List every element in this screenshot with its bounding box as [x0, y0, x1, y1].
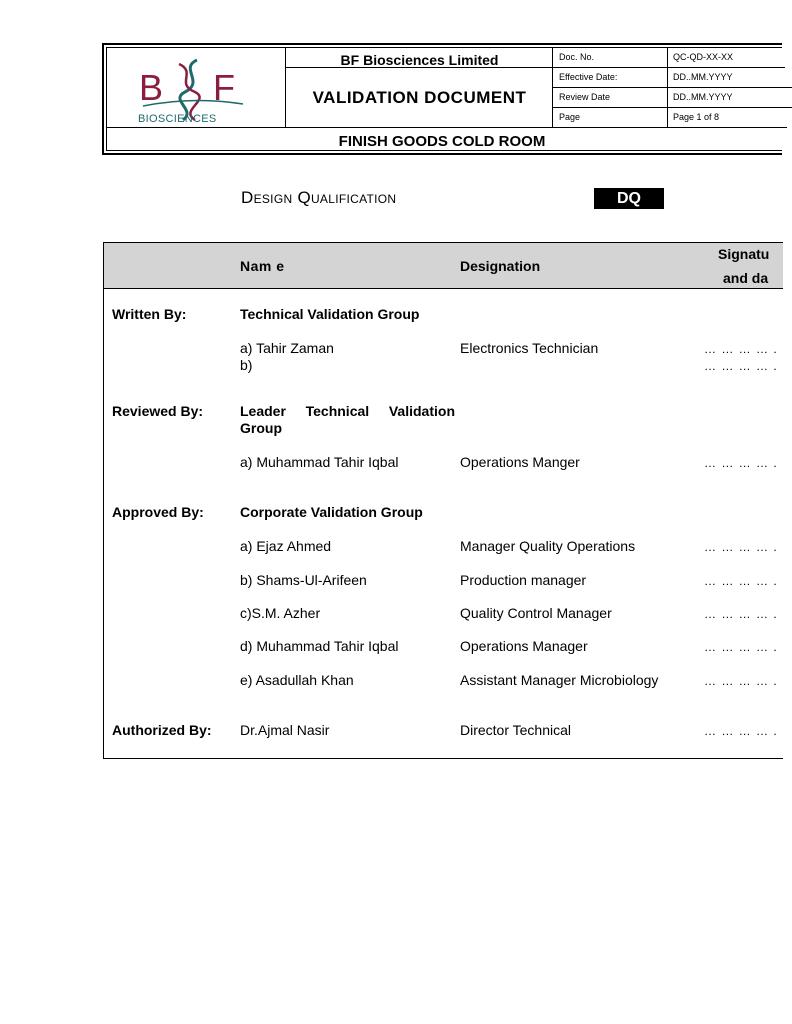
meta-value-doc-no: QC-QD-XX-XX — [673, 52, 734, 62]
signature-line: … … … … . — [704, 359, 778, 373]
meta-value-effective-date: DD..MM.YYYY — [673, 72, 733, 82]
person-designation: Manager Quality Operations — [460, 538, 636, 554]
role-written-by: Written By: — [112, 306, 187, 322]
role-authorized-by: Authorized By: — [112, 722, 212, 738]
signature-line: … … … … . — [704, 342, 778, 356]
group-approved-by: Corporate Validation Group — [240, 504, 423, 520]
header-divider — [285, 48, 286, 127]
person-designation: Electronics Technician — [460, 340, 599, 356]
person-name: b) Shams-Ul-Arifeen — [240, 572, 367, 588]
company-logo — [135, 56, 250, 126]
bsf-logo-icon — [135, 56, 250, 126]
person-designation: Assistant Manager Microbiology — [460, 672, 659, 688]
person-name: Dr.Ajmal Nasir — [240, 722, 330, 738]
meta-label-doc-no: Doc. No. — [559, 52, 595, 62]
person-name: a) Ejaz Ahmed — [240, 538, 332, 554]
meta-label-effective-date: Effective Date: — [559, 72, 618, 82]
person-name: b) — [240, 357, 253, 373]
signature-table — [103, 242, 783, 759]
meta-label-review-date: Review Date — [559, 92, 611, 102]
meta-label-page: Page — [559, 112, 581, 122]
column-header-name: Nam e — [240, 258, 285, 274]
person-name: a) Tahir Zaman — [240, 340, 334, 356]
column-header-signature: Signatu — [718, 246, 770, 262]
role-reviewed-by: Reviewed By: — [112, 403, 204, 419]
person-designation: Operations Manger — [460, 454, 580, 470]
signature-line: … … … … . — [704, 574, 778, 588]
svg-text:F: F — [213, 67, 235, 108]
meta-value-review-date: DD..MM.YYYY — [673, 92, 733, 102]
table-header-row — [104, 243, 783, 289]
group-written-by: Technical Validation Group — [240, 306, 420, 322]
person-designation: Director Technical — [460, 722, 572, 738]
signature-line: … … … … . — [704, 674, 778, 688]
header-divider — [552, 87, 792, 88]
header-divider — [552, 107, 792, 108]
project-title: FINISH GOODS COLD ROOM — [338, 133, 546, 150]
meta-value-page: Page 1 of 8 — [673, 112, 720, 122]
column-header-designation: Designation — [460, 258, 541, 274]
section-title: Design Qualification — [241, 188, 397, 207]
company-name: BF Biosciences Limited — [340, 52, 499, 68]
document-type: VALIDATION DOCUMENT — [312, 88, 527, 107]
signature-line: … … … … . — [704, 724, 778, 738]
role-approved-by: Approved By: — [112, 504, 204, 520]
person-name: a) Muhammad Tahir Iqbal — [240, 454, 399, 470]
header-divider — [107, 127, 787, 128]
section-badge: DQ — [594, 188, 664, 209]
svg-text:BIOSCIENCES: BIOSCIENCES — [138, 113, 217, 125]
document-header — [102, 43, 782, 155]
column-header-date: and da — [723, 270, 769, 286]
signature-line: … … … … . — [704, 640, 778, 654]
signature-line: … … … … . — [704, 456, 778, 470]
header-inner-frame — [106, 47, 782, 151]
person-name: c)S.M. Azher — [240, 605, 321, 621]
person-name: e) Asadullah Khan — [240, 672, 354, 688]
svg-text:B: B — [139, 67, 164, 108]
group-reviewed-by: Leader Technical Validation Group — [240, 403, 455, 436]
signature-line: … … … … . — [704, 607, 778, 621]
person-designation: Production manager — [460, 572, 587, 588]
person-designation: Operations Manager — [460, 638, 588, 654]
person-name: d) Muhammad Tahir Iqbal — [240, 638, 399, 654]
person-designation: Quality Control Manager — [460, 605, 612, 621]
signature-line: … … … … . — [704, 540, 778, 554]
